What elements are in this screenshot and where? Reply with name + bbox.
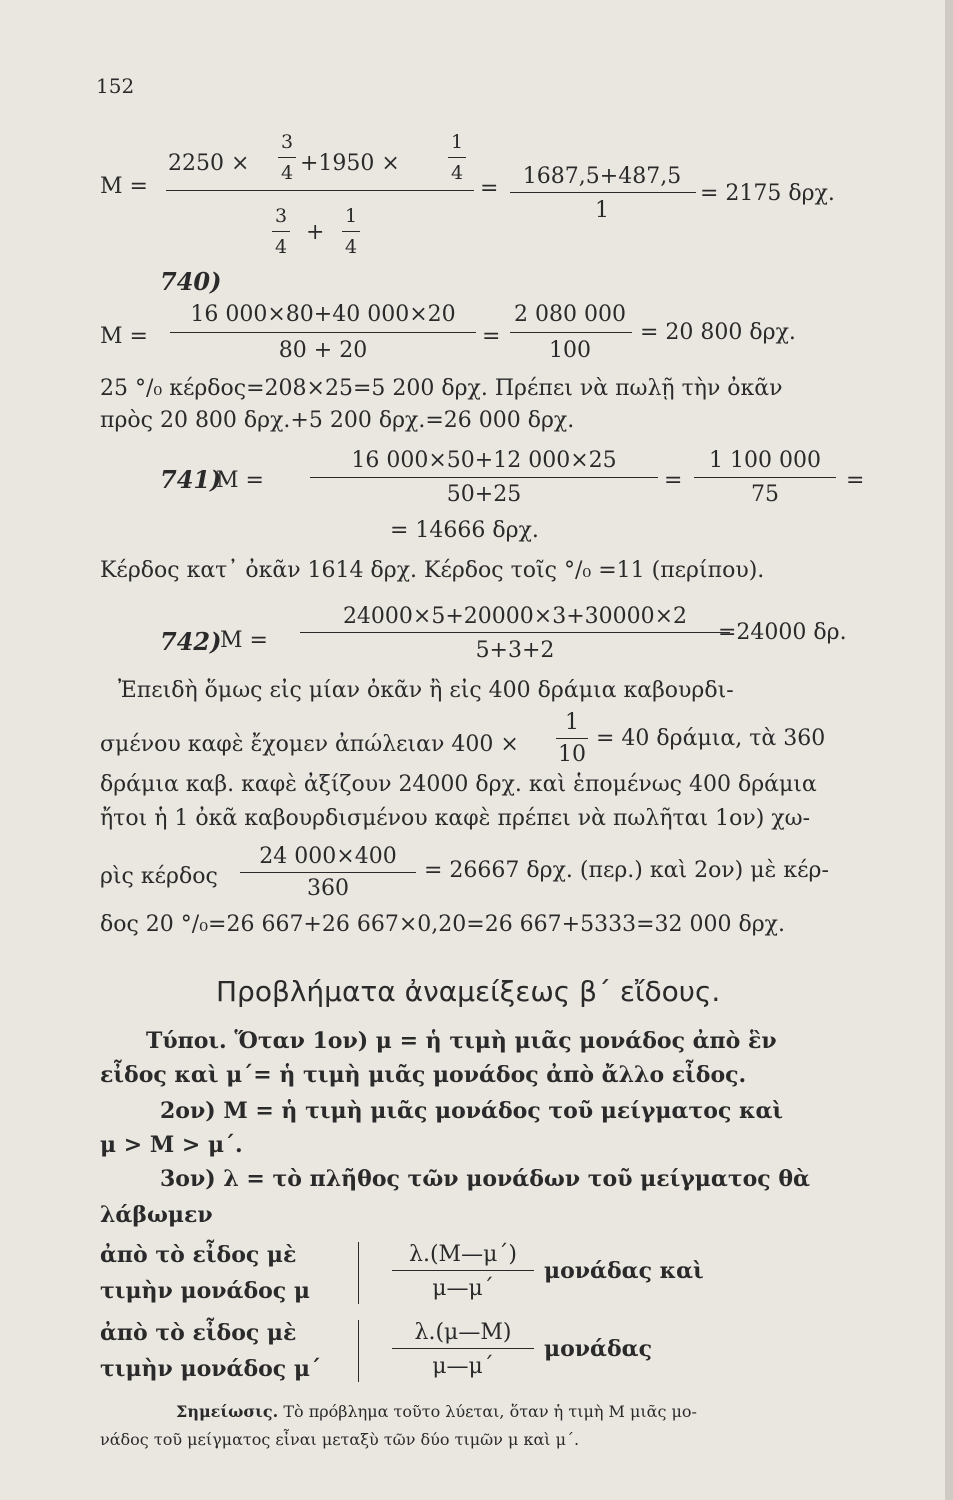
problem-741-line1: Κέρδος κατ᾽ ὀκᾶν 1614 δρχ. Κέρδος τοῖς °/₀ =11 (περίπου). — [100, 558, 765, 583]
formula-739-frac-c-den: 4 — [274, 236, 288, 258]
formula-739-num-mid: +1950 × — [300, 151, 400, 176]
formula-741-f1-den: 50+25 — [446, 482, 522, 507]
formula-740-lhs: M = — [100, 324, 148, 349]
problem-740-line1: 25 °/₀ κέρδος=208×25=5 200 δρχ. Πρέπει νὰ πωλῇ τὴν ὀκᾶν — [100, 376, 783, 401]
row1-frac-num: λ.(Μ—μ΄) — [409, 1242, 517, 1267]
formula-739-frac-d-den: 4 — [344, 236, 358, 258]
problem-742-line2b: = 40 δράμια, τὰ 360 — [596, 726, 826, 751]
problem-742-line3: δράμια καβ. καφὲ ἀξίζουν 24000 δρχ. καὶ ἑπομένως 400 δράμια — [100, 772, 817, 797]
page-edge — [945, 0, 953, 1500]
formula-741-eq2: = — [846, 468, 865, 493]
formula-739-eq: = — [480, 176, 499, 201]
formula-741-result: = 14666 δρχ. — [390, 518, 539, 543]
row1-line-b: τιμὴν μονάδος μ — [100, 1278, 310, 1304]
formula-739-f2-num: 1687,5+487,5 — [522, 164, 682, 189]
formula-739-lhs: M = — [100, 174, 148, 199]
formula-742-result: =24000 δρ. — [718, 620, 847, 645]
row1-brace — [358, 1242, 359, 1304]
formula-739-frac-b-den: 4 — [450, 162, 464, 184]
formula-739-result: = 2175 δρχ. — [700, 181, 835, 206]
formula-739-den-plus: + — [306, 220, 325, 245]
types-line5: 3ον) λ = τὸ πλῆθος τῶν μονάδων τοῦ μείγματος θὰ — [160, 1166, 810, 1192]
formula-741-lhs: M = — [216, 468, 264, 493]
problem-742-label: 742) — [160, 627, 222, 656]
formula-742-f1-num: 24000×5+20000×3+30000×2 — [342, 604, 688, 629]
problem-742-frac-den: 10 — [558, 742, 586, 767]
formula-739-frac-a-den: 4 — [280, 162, 294, 184]
row1-tail: μονάδας καὶ — [544, 1258, 704, 1284]
types-line2: εἶδος καὶ μ΄= ἡ τιμὴ μιᾶς μονάδος ἀπὸ ἄλλο εἶδος. — [100, 1062, 747, 1088]
formula-742-f1-den: 5+3+2 — [475, 638, 555, 663]
row1-frac-den: μ—μ΄ — [432, 1276, 494, 1301]
row1-line-a: ἀπὸ τὸ εἶδος μὲ — [100, 1242, 297, 1268]
formula-739-num-left: 2250 × — [168, 151, 250, 176]
row2-frac-num: λ.(μ—Μ) — [414, 1320, 512, 1345]
formula-740-f2-den: 100 — [549, 338, 591, 363]
row2-brace — [358, 1320, 359, 1382]
problem-742-line5-frac-num: 24 000×400 — [259, 844, 397, 869]
row2-tail: μονάδας — [544, 1336, 652, 1362]
formula-739-frac-b-num: 1 — [450, 131, 464, 153]
formula-741-eq: = — [664, 468, 683, 493]
problem-742-line1: Ἐπειδὴ ὅμως εἰς μίαν ὀκᾶν ἢ εἰς 400 δράμια καβουρδι- — [118, 678, 734, 703]
row2-frac-den: μ—μ΄ — [432, 1354, 494, 1379]
formula-740-eq: = — [482, 324, 501, 349]
types-line6: λάβωμεν — [100, 1202, 213, 1228]
formula-739-frac-d-num: 1 — [344, 205, 358, 227]
formula-741-f2-den: 75 — [751, 482, 779, 507]
formula-740-f1-den: 80 + 20 — [278, 338, 368, 363]
problem-742-line5b: = 26667 δρχ. (περ.) καὶ 2ον) μὲ κέρ- — [424, 858, 829, 883]
formula-739-frac-a-num: 3 — [280, 131, 294, 153]
formula-741-f1-num: 16 000×50+12 000×25 — [351, 448, 617, 473]
formula-740-result: = 20 800 δρχ. — [640, 320, 796, 345]
problem-742-line5-frac-den: 360 — [307, 876, 349, 901]
section-title: Προβλήματα ἀναμείξεως β΄ εἴδους. — [216, 975, 721, 1008]
note-label: Σημείωσις. — [176, 1402, 279, 1421]
problem-742-line4: ἤτοι ἡ 1 ὀκᾶ καβουρδισμένου καφὲ πρέπει νὰ πωλῆται 1ον) χω- — [100, 806, 811, 831]
formula-739-frac-c-num: 3 — [274, 205, 288, 227]
formula-741-f2-num: 1 100 000 — [709, 448, 821, 473]
formula-740-f2-num: 2 080 000 — [514, 302, 626, 327]
note-text1: Τὸ πρόβλημα τοῦτο λύεται, ὅταν ἡ τιμὴ Μ μιᾶς μο- — [283, 1402, 697, 1421]
problem-742-line5a: ρὶς κέρδος — [100, 864, 218, 889]
problem-740-label: 740) — [160, 267, 222, 296]
page-number: 152 — [96, 74, 135, 98]
formula-740-f1-num: 16 000×80+40 000×20 — [190, 302, 456, 327]
row2-line-b: τιμὴν μονάδος μ΄ — [100, 1356, 321, 1382]
note-line2: νάδος τοῦ μείγματος εἶναι μεταξὺ τῶν δύο τιμῶν μ καὶ μ΄. — [100, 1430, 580, 1449]
problem-741-label: 741) — [160, 465, 222, 494]
formula-739-main-bar — [166, 190, 474, 191]
types-line1: Τύποι. Ὅταν 1ον) μ = ἡ τιμὴ μιᾶς μονάδος ἀπὸ ἓν — [146, 1028, 777, 1054]
formula-742-lhs: M = — [220, 628, 268, 653]
types-line4: μ > Μ > μ΄. — [100, 1132, 243, 1158]
types-line3: 2ον) Μ = ἡ τιμὴ μιᾶς μονάδος τοῦ μείγματος καὶ — [160, 1098, 784, 1124]
row2-line-a: ἀπὸ τὸ εἶδος μὲ — [100, 1320, 297, 1346]
formula-739-f2-den: 1 — [595, 198, 609, 223]
problem-742-line6: δος 20 °/₀=26 667+26 667×0,20=26 667+5333=32 000 δρχ. — [100, 912, 786, 937]
note-line1 — [176, 1404, 697, 1420]
problem-740-line2: πρὸς 20 800 δρχ.+5 200 δρχ.=26 000 δρχ. — [100, 408, 575, 433]
problem-742-line2a: σμένου καφὲ ἔχομεν ἀπώλειαν 400 × — [100, 732, 519, 757]
problem-742-frac-num: 1 — [565, 710, 579, 735]
